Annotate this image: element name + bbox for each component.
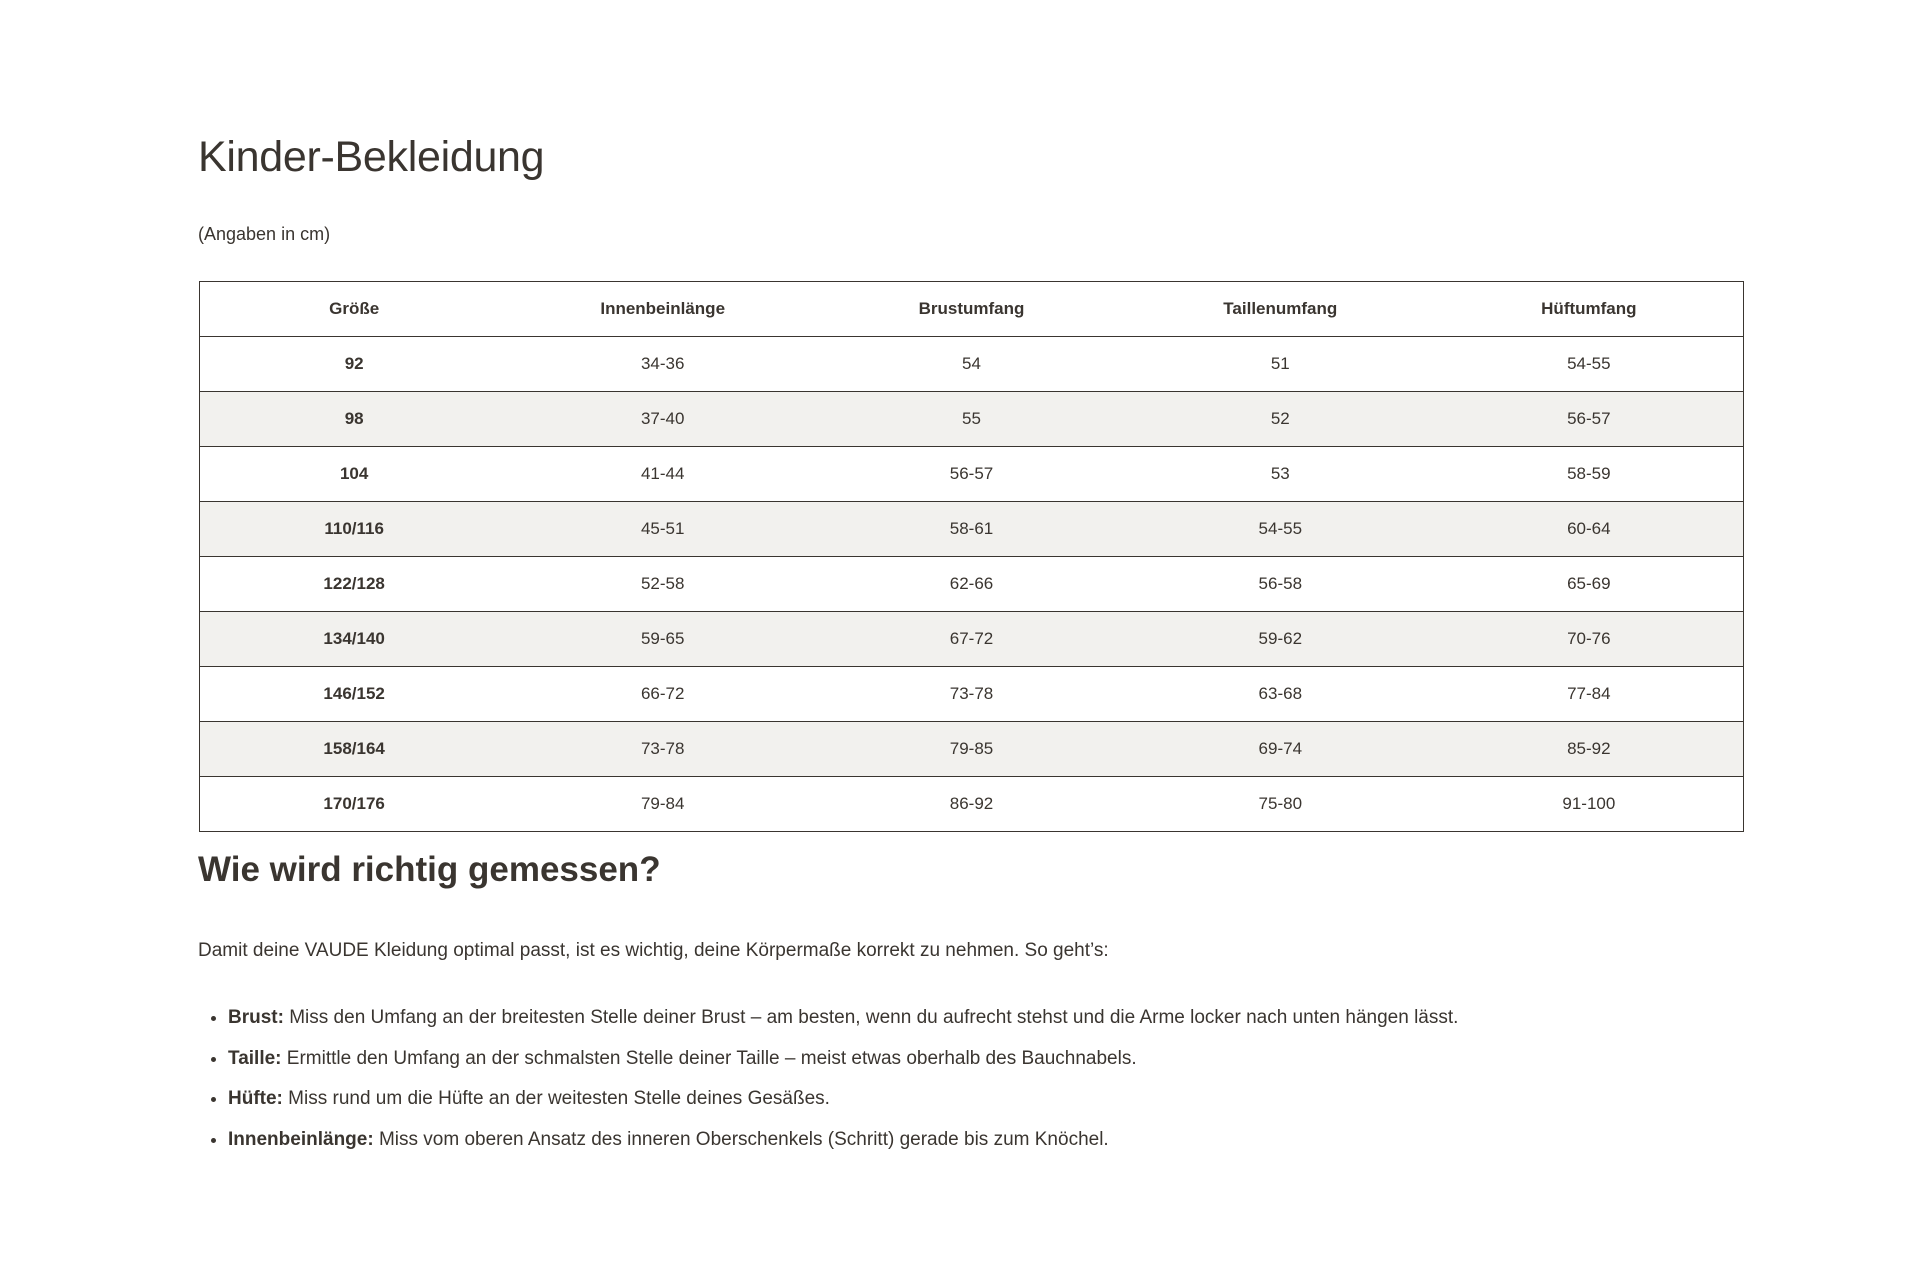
- table-row: [200, 392, 1744, 447]
- list-item-text: Miss vom oberen Ansatz des inneren Oberschenkels (Schritt) gerade bis zum Knöchel.: [373, 1128, 1109, 1150]
- table-row: [200, 777, 1744, 832]
- size-cell: 158/164: [200, 722, 509, 777]
- list-item-text: Miss den Umfang an der breitesten Stelle deiner Brust – am besten, wenn du aufrecht stehst und die Arme locker nach unten hängen lässt.: [283, 1007, 1459, 1028]
- inseam-cell: 37-40: [508, 392, 817, 447]
- list-item: [228, 1003, 1458, 1044]
- waist-cell: 69-74: [1126, 722, 1435, 777]
- table-row: [200, 667, 1744, 722]
- hip-cell: 91-100: [1435, 777, 1744, 832]
- inseam-cell: 79-84: [508, 777, 817, 832]
- list-item-text: Miss rund um die Hüfte an der weitesten Stelle deines Gesäßes.: [282, 1088, 830, 1109]
- table-row: [200, 612, 1744, 667]
- waist-cell: 63-68: [1126, 667, 1435, 722]
- list-item-text: Ermittle den Umfang an der schmalsten Stelle deiner Taille – meist etwas oberhalb des Bauchnabels.: [281, 1047, 1137, 1069]
- table-row: [200, 557, 1744, 612]
- size-cell: 134/140: [200, 612, 509, 667]
- size-cell: 110/116: [200, 502, 509, 557]
- measuring-intro: Damit deine VAUDE Kleidung optimal passt, ist es wichtig, deine Körpermaße korrekt zu nehmen. So geht’s:: [198, 940, 1109, 961]
- inseam-cell: 59-65: [508, 612, 817, 667]
- waist-cell: 52: [1126, 392, 1435, 447]
- list-item-term: Taille:: [228, 1047, 282, 1069]
- waist-cell: 54-55: [1126, 502, 1435, 557]
- list-item-term: Hüfte:: [228, 1088, 283, 1109]
- chest-cell: 54: [817, 337, 1126, 392]
- hip-cell: 85-92: [1435, 722, 1744, 777]
- column-header-chest: Brustumfang: [817, 282, 1126, 337]
- table-row: [200, 502, 1744, 557]
- column-header-size: Größe: [200, 282, 509, 337]
- hip-cell: 54-55: [1435, 337, 1744, 392]
- inseam-cell: 45-51: [508, 502, 817, 557]
- chest-cell: 86-92: [817, 777, 1126, 832]
- chest-cell: 62-66: [817, 557, 1126, 612]
- chest-cell: 58-61: [817, 502, 1126, 557]
- chest-cell: 55: [817, 392, 1126, 447]
- chest-cell: 67-72: [817, 612, 1126, 667]
- size-cell: 98: [200, 392, 509, 447]
- waist-cell: 56-58: [1126, 557, 1435, 612]
- chest-cell: 79-85: [817, 722, 1126, 777]
- units-note: (Angaben in cm): [198, 224, 331, 244]
- waist-cell: 59-62: [1126, 612, 1435, 667]
- size-table-body: [200, 337, 1744, 832]
- waist-cell: 53: [1126, 447, 1435, 502]
- size-cell: 170/176: [200, 777, 509, 832]
- table-header-row: [200, 282, 1744, 337]
- column-header-waist: Taillenumfang: [1126, 282, 1435, 337]
- inseam-cell: 41-44: [508, 447, 817, 502]
- inseam-cell: 52-58: [508, 557, 817, 612]
- size-table: [199, 281, 1744, 832]
- hip-cell: 58-59: [1435, 447, 1744, 502]
- hip-cell: 77-84: [1435, 667, 1744, 722]
- table-row: [200, 722, 1744, 777]
- list-item: [228, 1044, 1458, 1085]
- measuring-heading: Wie wird richtig gemessen?: [198, 850, 661, 889]
- size-cell: 146/152: [200, 667, 509, 722]
- hip-cell: 56-57: [1435, 392, 1744, 447]
- inseam-cell: 34-36: [508, 337, 817, 392]
- chest-cell: 73-78: [817, 667, 1126, 722]
- hip-cell: 60-64: [1435, 502, 1744, 557]
- list-item-term: Innenbeinlänge:: [228, 1128, 374, 1150]
- page-title: Kinder-Bekleidung: [198, 133, 545, 181]
- measuring-list: [198, 1003, 1458, 1165]
- column-header-hip: Hüftumfang: [1435, 282, 1744, 337]
- table-row: [200, 337, 1744, 392]
- column-header-inseam: Innenbeinlänge: [508, 282, 817, 337]
- size-cell: 92: [200, 337, 509, 392]
- list-item: [228, 1084, 1458, 1125]
- inseam-cell: 66-72: [508, 667, 817, 722]
- size-cell: 104: [200, 447, 509, 502]
- chest-cell: 56-57: [817, 447, 1126, 502]
- size-cell: 122/128: [200, 557, 509, 612]
- waist-cell: 51: [1126, 337, 1435, 392]
- list-item-term: Brust:: [228, 1007, 284, 1028]
- hip-cell: 65-69: [1435, 557, 1744, 612]
- inseam-cell: 73-78: [508, 722, 817, 777]
- list-item: [228, 1125, 1458, 1166]
- size-table-head: [200, 282, 1744, 337]
- waist-cell: 75-80: [1126, 777, 1435, 832]
- hip-cell: 70-76: [1435, 612, 1744, 667]
- table-row: [200, 447, 1744, 502]
